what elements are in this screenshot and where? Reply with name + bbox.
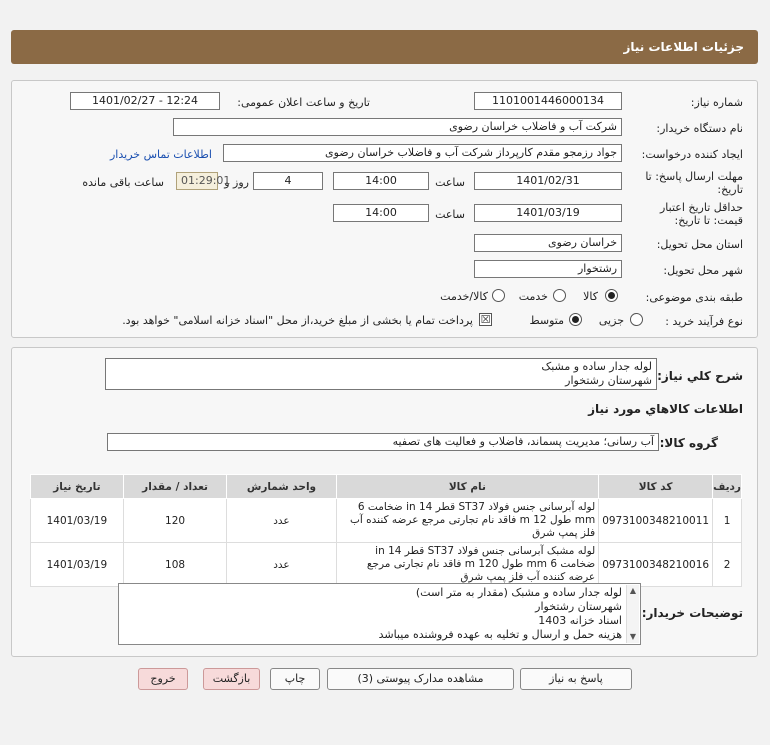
row-qty: 120 [123,499,227,543]
page-header [11,30,758,64]
city-field: رشتخوار [474,260,622,278]
payment-note: پرداخت تمام یا بخشی از مبلغ خرید،از محل "اسناد خزانه اسلامی" خواهد بود. [122,314,473,327]
need-number-label: شماره نیاز: [690,96,743,109]
col-date: تاریخ نیاز [31,475,124,499]
scroll-up-icon[interactable]: ▲ [629,586,637,595]
back-button[interactable]: بازگشت [203,668,260,690]
table-row [31,543,742,587]
print-button[interactable]: چاپ [270,668,320,690]
days-label: روز و [224,176,249,189]
group-label: گروه کالا: [659,436,718,450]
summary-line-2: شهرستان رشتخوار [565,374,652,387]
exit-button[interactable]: خروج [138,668,188,690]
row-qty: 108 [123,543,227,587]
attachments-button[interactable]: مشاهده مدارک پیوستی (3) [327,668,514,690]
need-number-field: 1101001446000134 [474,92,622,110]
reply-button[interactable]: پاسخ به نیاز [520,668,632,690]
scroll-down-icon[interactable]: ▼ [629,632,637,641]
row-date: 1401/03/19 [31,499,124,543]
buyer-org-label: نام دستگاه خریدار: [656,122,743,135]
row-code: 0973100348210011 [599,499,713,543]
days-field: 4 [253,172,323,190]
deadline-label-1: مهلت ارسال پاسخ: تا [645,170,743,183]
row-date: 1401/03/19 [31,543,124,587]
summary-label: شرح کلي نياز: [657,369,743,383]
deadline-label-2: تاریخ: [717,183,743,196]
validity-label-2: قیمت: تا تاریخ: [674,214,743,227]
category-radio-both[interactable] [492,289,505,302]
category-label: طبقه بندی موضوعی: [645,291,743,304]
announce-field: 1401/02/27 - 12:24 [70,92,220,110]
notes-scrollbar[interactable] [626,585,639,643]
table-header-row [31,475,742,499]
deadline-time-label: ساعت [435,176,465,189]
row-name: لوله آبرسانی جنس فولاد ST37 قطر 14 in ضخامت 6 mm طول 12 m فاقد نام تجارتی مرجع عرضه کننده آب فلز پمپ شرق [336,499,599,543]
table-row [31,499,742,543]
category-option-service: خدمت [518,290,548,303]
notes-line-3: اسناد خزانه 1403 [538,614,622,627]
remaining-label: ساعت باقی مانده [82,176,164,189]
process-option-medium: متوسط [529,314,564,327]
remaining-time-field: 01:29:01 [176,172,218,190]
items-title: اطلاعات کالاهاي مورد نياز [588,402,743,416]
summary-field [105,358,657,390]
row-index: 2 [713,543,742,587]
col-name: نام کالا [336,475,599,499]
notes-line-4: هزینه حمل و ارسال و تخلیه به عهده فروشنده میباشد [378,628,622,641]
row-unit: عدد [227,543,336,587]
process-radio-medium[interactable] [569,313,582,326]
notes-field[interactable] [118,583,641,645]
process-option-minor: جزیی [598,314,624,327]
validity-label-1: حداقل تاریخ اعتبار [659,201,743,214]
items-table [30,474,742,587]
validity-time-label: ساعت [435,208,465,221]
city-label: شهر محل تحویل: [663,264,743,277]
process-label: نوع فرآیند خرید : [665,315,743,328]
creator-label: ایجاد کننده درخواست: [641,148,743,161]
col-qty: تعداد / مقدار [123,475,227,499]
page-title: جزئیات اطلاعات نیاز [623,40,744,54]
row-name: لوله مشبک آبرسانی جنس فولاد ST37 قطر 14 in ضخامت 6 mm طول 120 m فاقد نام تجارتی مرجع عرضه کننده آب فلز پمپ شرق [336,543,599,587]
validity-date-field: 1401/03/19 [474,204,622,222]
category-radio-goods[interactable] [605,289,618,302]
province-label: استان محل تحویل: [656,238,743,251]
row-code: 0973100348210016 [599,543,713,587]
col-unit: واحد شمارش [227,475,336,499]
contact-buyer-link[interactable]: اطلاعات تماس خریدار [110,148,212,161]
category-radio-service[interactable] [553,289,566,302]
notes-label: توضیحات خریدار: [641,606,743,620]
category-option-goods: کالا [583,290,598,303]
group-field: آب رسانی؛ مدیریت پسماند، فاضلاب و فعالیت های تصفیه [107,433,659,451]
deadline-date-field: 1401/02/31 [474,172,622,190]
notes-line-1: لوله جدار ساده و مشبک (مقدار به متر است) [415,586,622,599]
process-radio-minor[interactable] [630,313,643,326]
category-option-both: کالا/خدمت [440,290,488,303]
province-field: خراسان رضوی [474,234,622,252]
row-index: 1 [713,499,742,543]
treasury-checkbox[interactable]: ☒ [480,313,491,326]
buyer-org-field: شرکت آب و فاضلاب خراسان رضوی [173,118,622,136]
summary-line-1: لوله جدار ساده و مشبک [541,360,652,373]
deadline-time-field: 14:00 [333,172,429,190]
validity-time-field: 14:00 [333,204,429,222]
creator-field: جواد رزمجو مقدم کارپرداز شرکت آب و فاضلاب خراسان رضوی [223,144,622,162]
notes-line-2: شهرستان رشتخوار [535,600,622,613]
announce-label: تاریخ و ساعت اعلان عمومی: [237,96,370,109]
col-index: ردیف [713,475,742,499]
col-code: کد کالا [599,475,713,499]
row-unit: عدد [227,499,336,543]
